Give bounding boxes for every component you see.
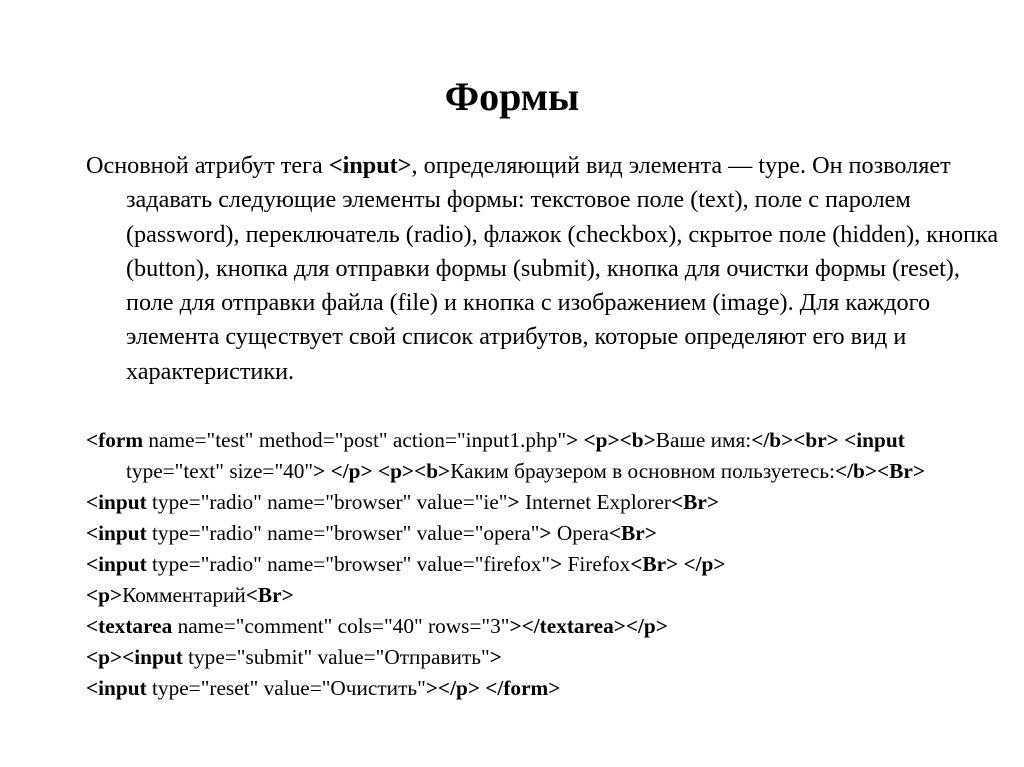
paragraph-rest: , определяющий вид элемента — type. Он позволяет задавать следующие элементы формы: текстовое поле (text), поле с паролем (password), переключатель (radio), флажок (checkbox), скрытое поле (hidden), кнопка (button), кнопка для отправки формы (submit), кнопка для очистки формы (reset), поле для отправки файла (file) и кнопка с изображением (image). Для каждого элемента существует свой список атрибутов, которые определяют его вид и характеристики. (126, 152, 999, 385)
code-tag: > (507, 490, 520, 514)
code-text: Ваше имя: (655, 428, 752, 452)
code-tag: <p><input (86, 645, 183, 669)
code-example (86, 425, 986, 704)
code-tag: <textarea (86, 614, 173, 638)
code-tag: <Br> (608, 521, 657, 545)
code-tag: </b><Br> (835, 459, 925, 483)
description-paragraph (86, 149, 1006, 389)
code-tag: <p> (86, 583, 123, 607)
code-tag: <input (86, 490, 147, 514)
code-tag: <Br> </p> (630, 552, 726, 576)
code-tag: ></p> </form> (425, 676, 561, 700)
code-tag: > (539, 521, 552, 545)
code-tag: > (550, 552, 563, 576)
paragraph-intro: Основной атрибут тега (86, 152, 329, 179)
code-attrs: type="radio" name="browser" value="opera" (146, 521, 540, 545)
code-tag: > <p><b> (566, 428, 656, 452)
code-text: Комментарий (122, 583, 246, 607)
code-tag: ></textarea></p> (509, 614, 668, 638)
code-tag: <Br> (245, 583, 294, 607)
code-text: Opera (551, 521, 609, 545)
code-attrs: name="comment" cols="40" rows="3" (172, 614, 510, 638)
code-line-reset (86, 673, 986, 704)
code-tag: <input (86, 552, 147, 576)
code-attrs: type="radio" name="browser" value="firefox" (146, 552, 551, 576)
code-attrs: type="radio" name="browser" value="ie" (146, 490, 508, 514)
paragraph-input-tag: <input> (328, 152, 412, 179)
code-attrs: name="test" method="post" action="input1.php" (143, 428, 567, 452)
code-tag: > (489, 645, 502, 669)
code-attrs: type="submit" value="Отправить" (182, 645, 490, 669)
code-line-comment (86, 580, 986, 611)
code-tag: </b><br> (751, 428, 839, 452)
code-line-radio-firefox (86, 549, 986, 580)
code-tag: <input (838, 428, 905, 452)
code-attrs: type="text" size="40" (126, 459, 314, 483)
code-tag: > </p> <p><b> (313, 459, 451, 483)
code-tag: <Br> (671, 490, 719, 514)
code-text: Firefox (562, 552, 631, 576)
code-attrs: type="reset" value="Очистить" (146, 676, 426, 700)
code-tag: <input (86, 676, 147, 700)
code-line-textarea (86, 611, 986, 642)
code-line-radio-opera (86, 518, 986, 549)
slide-title: Формы (444, 74, 580, 119)
code-text: Каким браузером в основном пользуетесь: (450, 459, 835, 483)
code-tag: <form (86, 428, 144, 452)
code-text: Internet Explorer (519, 490, 672, 514)
code-tag: <input (86, 521, 147, 545)
code-line-submit (86, 642, 986, 673)
code-line-radio-ie (86, 487, 986, 518)
